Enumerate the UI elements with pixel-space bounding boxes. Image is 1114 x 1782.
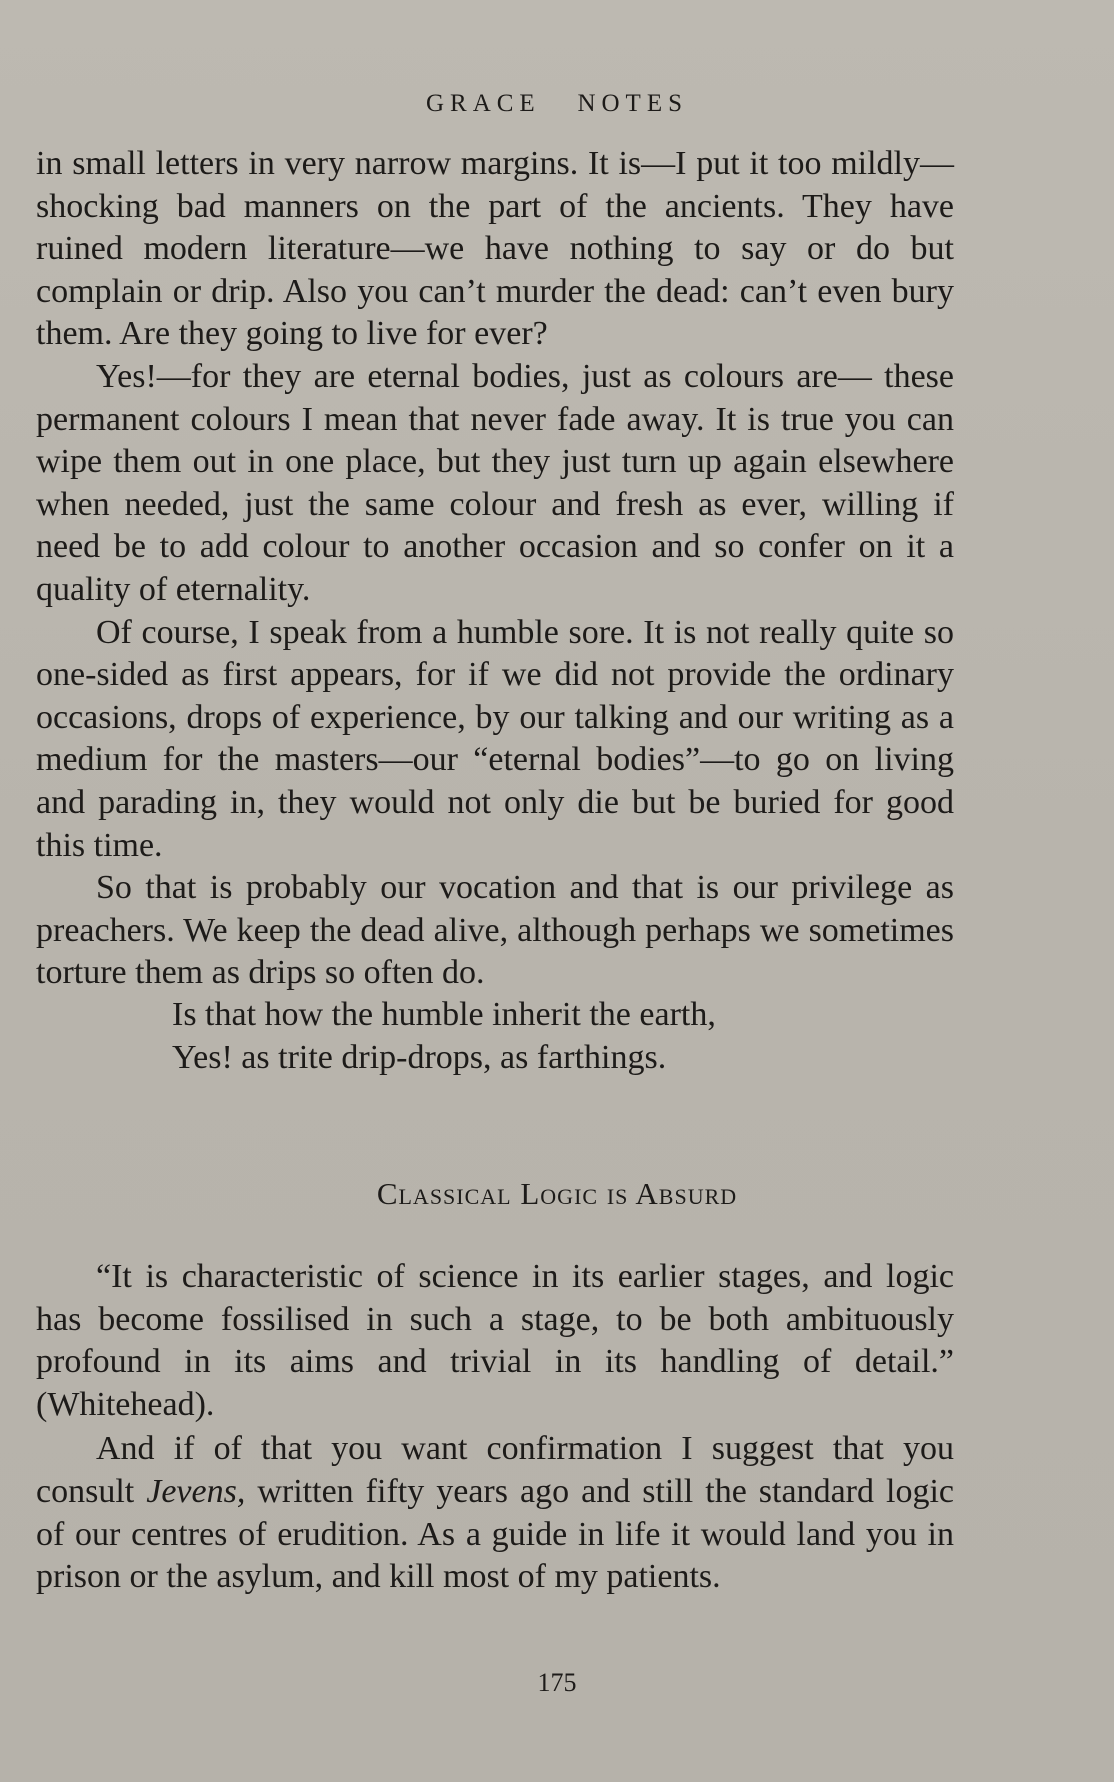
verse-block [172,994,716,1079]
paragraph-continuation: in small letters in very narrow margins. It is—I put it too mildly—shocking bad manners on the part of the ancients. They have ruined modern literature—we have nothing to say or do but complain or drip. Also you can’t murder the dead: can’t even bury them. Are they going to live for ever? [36,145,954,353]
jevens-title: Jevens, [146,1472,246,1510]
paragraph-jevens [36,1428,954,1598]
body-text-top [36,143,954,995]
paragraph-vocation: So that is probably our vocation and that is our privilege as preachers. We keep the dead alive, although perhaps we sometimes torture them as drips so often do. [36,869,954,992]
page-number: 175 [537,1668,577,1697]
paragraph-humble-sore: Of course, I speak from a humble sore. It is not really quite so one-sided as first appears, for if we did not provide the ordinary occasions, drops of experience, by our talking and our writing as a medium for the masters—our “eternal bodies”—to go on living and parading in, they would not only die but be buried for good this time. [36,613,954,864]
body-text-bottom [36,1256,954,1599]
section-heading: Classical Logic is Absurd [376,1176,738,1211]
jevens-text-after: written fifty years ago and still the standard logic of our centres of erudition. As a guide in life it would land you in prison or the asylum, and kill most of my patients. [36,1472,954,1596]
paragraph-eternal-bodies: Yes!—for they are eternal bodies, just as colours are— these permanent colours I mean that never fade away. It is true you can wipe them out in one place, but they just turn up again elsewhere when needed, just the same colour and fresh as ever, willing if need be to add colour to another occasion and so confer on it a quality of eternality. [36,357,954,608]
running-head: GRACE NOTES [425,90,689,117]
jevens-text-before: And if of that you want confirmation I suggest that you consult [36,1430,954,1510]
verse-line: Yes! as trite drip-drops, as farthings. [172,1038,667,1076]
verse-line: Is that how the humble inherit the earth, [172,996,716,1033]
paragraph-whitehead-quote: “It is characteristic of science in its earlier stages, and logic has become fossilised in such a stage, to be both ambituously profound in its aims and trivial in its handling of detail.” (Whitehead). [36,1258,954,1423]
